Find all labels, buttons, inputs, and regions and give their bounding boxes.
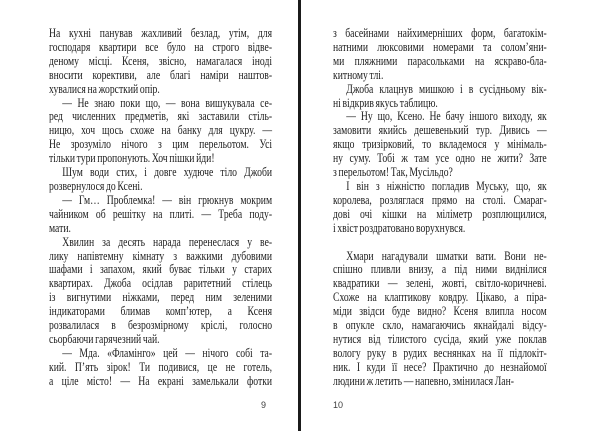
text-line: квартирах. Джоба осідлав раритетний стілець (49, 276, 273, 291)
text-line: вносити корективи, але благі наміри наштов- (49, 67, 273, 82)
text-line: тільки тури пропонують. Хоч пішки йди! (49, 151, 215, 166)
text-line: з басейнами найхимерніших форм, багатокім- (333, 26, 547, 40)
text-line: ред численних предметів, які заставили стіль- (49, 109, 273, 124)
text-line: Не зрозуміло нічого з цим перельотом. Усі (49, 137, 273, 152)
text-line: сьорбаючи гарячезний чай. (49, 331, 160, 346)
text-line: На кухні панував жахливий безлад, утім, для (49, 26, 273, 40)
text-line: нутися від тілистого сусіда, який уже поклав (333, 331, 547, 346)
text-line: натними люксовими номерами та солом’яни- (333, 39, 547, 54)
text-line: в опукле скло, намагаючись якнайдалі відсу- (333, 318, 547, 333)
page-number-left: 9 (260, 400, 266, 410)
text-line: людини ж летить — напевно, змінилася Лан- (333, 373, 514, 388)
text-line: ницю, хоч щось схоже на банку для цукру. — (49, 123, 273, 138)
text-line: — Не знаю поки що, — вона вишукувала се- (62, 95, 273, 110)
text-line: деному місці. Ксеня, звісно, намагалася іноді (49, 53, 273, 68)
text-line: з перельотом! Так, Мусільдо? (333, 165, 453, 180)
text-line: із вигнутими ніжками, перед ним зеленими (49, 290, 273, 305)
text-line: — Ну що, Ксено. Не бачу іншого виходу, як (346, 109, 547, 124)
text-line: кий. П’ять зірок! Ти подивися, це не готель, (49, 359, 273, 374)
text-line: якщо тризірковий, то вкладемося у мінімаль- (333, 137, 547, 152)
page-number-right: 10 (333, 400, 344, 410)
text-line: Джоба клацнув мишкою і в сусідньому вік- (346, 81, 547, 96)
text-line: замовити якийсь дешевенький тур. Дивись — (333, 123, 547, 138)
text-line: — Гм… Проблемка! — він грюкнув мокрим (62, 192, 273, 207)
text-line: міди звідси буде видно? Ксеня влипла носом (333, 304, 547, 319)
text-line: — Мда. «Фламінго» цей — нічого собі та- (62, 345, 273, 360)
text-line: розвалилася в безрозмірному кріслі, голосно (49, 318, 273, 333)
text-line: ми пляжними парасольками на яскраво-бла- (333, 53, 547, 68)
text-line: дові очі кішки на міліметр розплющилися, (333, 206, 547, 221)
right-page-text (333, 27, 547, 389)
text-line: шафами і запахом, який буває тільки у старих (49, 262, 273, 277)
text-line: королева, розляглася прямо на столі. Смараг- (333, 192, 547, 207)
text-line: ні відкрив якусь таблицю. (333, 95, 438, 110)
page-gutter-divider (298, 0, 301, 431)
text-line: ну суму. Тобі ж там усе одно не жити? Зате (333, 151, 547, 166)
text-line: хувалися на жорсткий опір. (49, 81, 160, 96)
text-line: індикаторами блимав комп’ютер, а Ксеня (49, 304, 273, 319)
blank-line (333, 236, 547, 250)
text-line: квадратики — зелені, жовті, світло-коричневі. (333, 276, 547, 291)
text-line: Схоже на клаптикову ковдру. Цікаво, а піра- (333, 290, 547, 305)
text-line: господаря квартири все було на строго відве- (49, 39, 273, 54)
text-line: вологу руку в рудих веснянках на її підлокіт- (333, 345, 547, 360)
text-line: китному тлі. (333, 67, 384, 82)
left-page-text (49, 27, 272, 389)
text-line: і хвіст роздратовано ворухнувся. (333, 220, 466, 235)
text-line: розвернулося до Ксені. (49, 178, 143, 193)
text-line: Хмари нагадували шматки вати. Вони не- (346, 248, 547, 263)
text-line: І він з ніжністю погладив Муську, що, як (346, 178, 547, 193)
text-line: мати. (49, 220, 71, 235)
text-line: ник. І куди її несе? Практично до незнайомої (333, 359, 547, 374)
text-line: а ціле місто! — На екрані замелькали фотки (49, 373, 273, 388)
text-line: чайником об решітку на плиті. — Треба поду- (49, 206, 273, 221)
text-line: Шум води стих, і довге худюче тіло Джоби (62, 165, 273, 180)
text-line: спішно пливли внизу, а під ними виднілися (333, 262, 547, 277)
text-line: лику напівтемну кімнату з важкими дубовими (49, 248, 273, 263)
text-line: Хвилин за десять нарада перенеслася у ве- (62, 234, 273, 249)
